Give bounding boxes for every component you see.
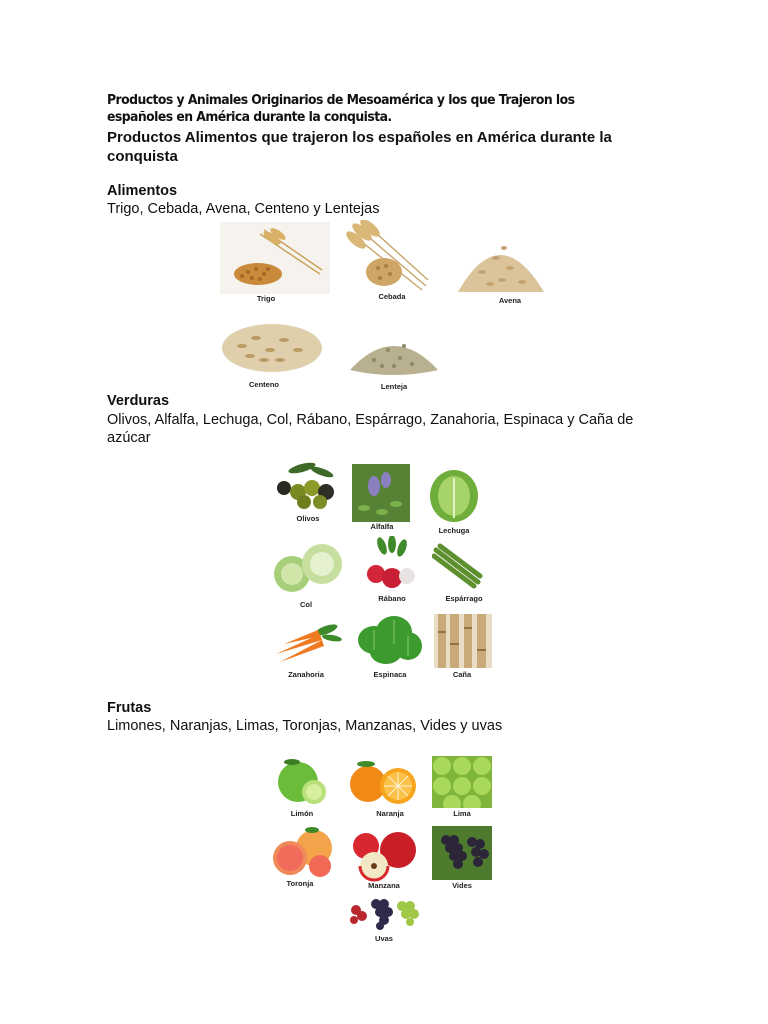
- alfalfa-icon: [352, 464, 410, 522]
- frutas-item-label: Naranja: [376, 809, 404, 818]
- verduras-item-label: Col: [299, 600, 313, 609]
- alimentos-item-label: Centeno: [249, 380, 279, 389]
- asparagus-icon: [432, 542, 484, 590]
- vine-icon: [432, 826, 492, 880]
- verduras-item-label: Espárrago: [445, 594, 483, 603]
- barley-icon: [338, 220, 433, 292]
- verduras-item-label: Olivos: [296, 514, 320, 523]
- verduras-item-label: Zanahoria: [288, 670, 324, 679]
- frutas-heading: Frutas: [107, 700, 152, 716]
- olives-icon: [272, 462, 344, 512]
- alimentos-item-label: Trigo: [256, 294, 276, 303]
- alimentos-item-label: Lenteja: [380, 382, 408, 391]
- frutas-text: Limones, Naranjas, Limas, Toronjas, Manzanas, Vides y uvas: [107, 718, 503, 734]
- document-title: Productos y Animales Originarios de Mesoamérica y los que Trajeron los españoles en América durante la conquista.: [107, 92, 575, 125]
- alimentos-text: Trigo, Cebada, Avena, Centeno y Lentejas: [107, 201, 380, 217]
- frutas-item-label: Limón: [290, 809, 314, 818]
- sugarcane-icon: [434, 614, 492, 668]
- verduras-heading: Verduras: [107, 393, 170, 409]
- grapefruit-icon: [272, 826, 336, 878]
- wheat-icon: [220, 222, 330, 294]
- frutas-item-label: Uvas: [375, 934, 393, 943]
- alimentos-item-label: Avena: [498, 296, 522, 305]
- verduras-item-label: Caña: [452, 670, 472, 679]
- lettuce-icon: [428, 464, 480, 524]
- grapes-icon: [346, 894, 426, 934]
- frutas-item-label: Manzana: [368, 881, 400, 890]
- alimentos-heading: Alimentos: [107, 183, 178, 199]
- radish-icon: [362, 536, 420, 594]
- rye-icon: [220, 316, 324, 378]
- spinach-icon: [356, 610, 424, 668]
- orange-icon: [344, 756, 422, 808]
- lime-icon: [432, 756, 492, 808]
- verduras-item-label: Alfalfa: [370, 522, 394, 531]
- frutas-item-label: Vides: [452, 881, 472, 890]
- verduras-item-label: Lechuga: [438, 526, 470, 535]
- oats-icon: [452, 222, 550, 296]
- apple-icon: [350, 828, 418, 882]
- verduras-item-label: Espinaca: [373, 670, 407, 679]
- cabbage-icon: [272, 540, 344, 598]
- frutas-item-label: Lima: [453, 809, 471, 818]
- lentil-icon: [344, 320, 444, 380]
- carrot-icon: [272, 618, 344, 666]
- verduras-item-label: Rábano: [378, 594, 406, 603]
- document-subtitle: Productos Alimentos que trajeron los españoles en América durante la conquista: [107, 129, 612, 165]
- verduras-text: Olivos, Alfalfa, Lechuga, Col, Rábano, Espárrago, Zanahoria, Espinaca y Caña de azúcar: [107, 412, 634, 446]
- alimentos-item-label: Cebada: [378, 292, 406, 301]
- frutas-item-label: Toronja: [286, 879, 314, 888]
- lemon-icon: [274, 756, 330, 808]
